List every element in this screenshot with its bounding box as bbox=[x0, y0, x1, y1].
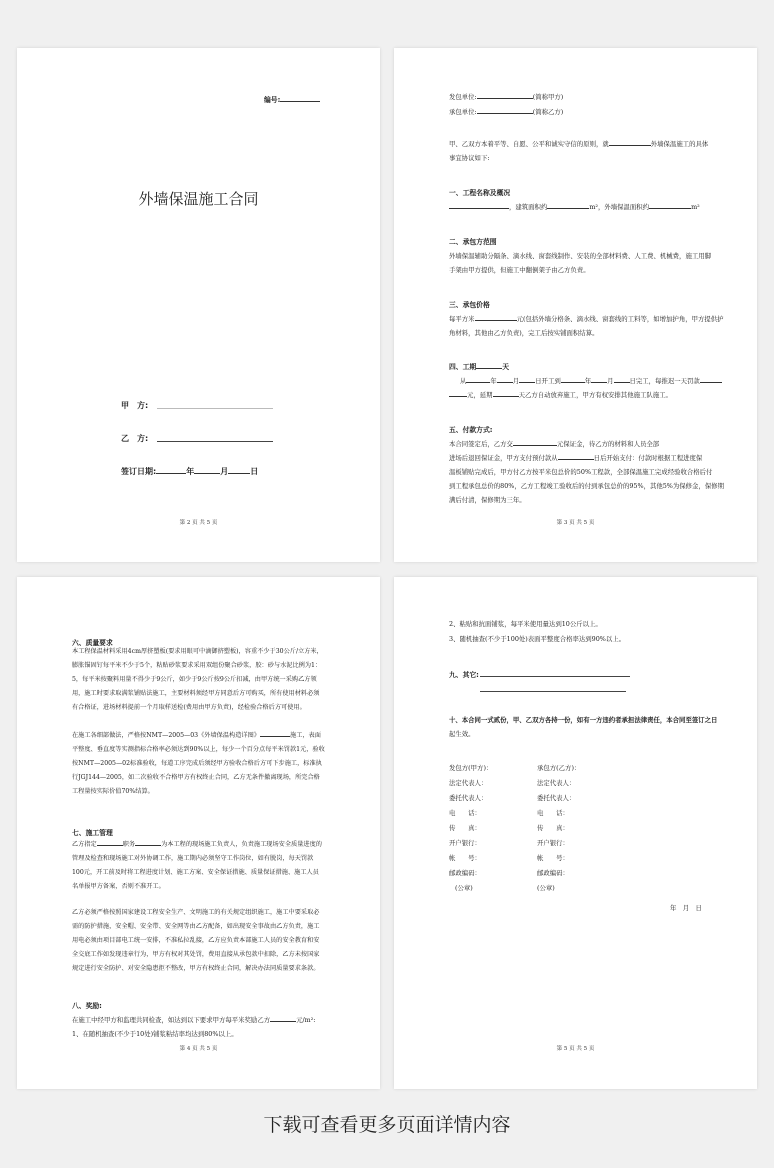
field-a-4: 传 真： bbox=[449, 824, 481, 832]
page-number: 第 3 页 共 5 页 bbox=[556, 520, 595, 526]
section-2-line-2: 手架由甲方提供，但施工中翻倒架子由乙方负责。 bbox=[449, 266, 590, 274]
section-5-line-5: 满后付清，保修期为三年。 bbox=[449, 496, 526, 504]
sign-date-row: 签订日期: 年 月 日 bbox=[121, 467, 259, 476]
signature-date: 年 月 日 bbox=[670, 904, 702, 912]
party-b-label: 乙 方: bbox=[121, 434, 149, 443]
section-5-line-2: 进场后退回保证金，甲方支付预付款从 日后开始支付：付款时根据工程进度保 bbox=[449, 454, 703, 462]
section-6-text: 本工程保温材料采用4cm厚挤塑板(要求用眼可中滴御挤塑板)，容重不少于30公斤/立方米，膨胀锚固钉每平米不少于5个，粘贴砂浆要求采用双组份聚合砂浆，胶：砂与水泥比例为1：5，每平米按聚料用量不得少于9公斤，如少于9公斤按9公斤扣减，由甲方统一采购乙方领用，施工时要求取满浆铺贴法施工，主要材料须经甲方同意后方可购买，所有使用材料必须有合格证，进场材料提前一个月取样送检(费用由甲方负责)，经检验合格后方可使用。 bbox=[72, 648, 323, 711]
document-page-3 bbox=[17, 577, 380, 1089]
document-page-2 bbox=[394, 48, 757, 562]
contract-number-label: 编号: bbox=[264, 94, 320, 104]
section-8-line-1: 在施工中经甲方和监理共同检查，如达到以下要求甲方每平米奖励乙方 元/m²: bbox=[72, 1016, 316, 1024]
section-7-title: 七、施工管理 bbox=[72, 829, 113, 837]
award-item-3: 3、随机抽查(不少于100处)表面平整度合格率达到90%以上。 bbox=[449, 635, 626, 643]
party-a-label: 甲 方: bbox=[121, 401, 149, 410]
section-1-line: ，建筑面积约 m²，外墙保温面积约 m² bbox=[449, 200, 700, 214]
section-4-line-2: 元，延期 天乙方自动放弃施工，甲方有权安排其他施工队施工。 bbox=[449, 388, 672, 402]
field-b-3: 电 话： bbox=[537, 809, 569, 817]
field-a-2: 委托代表人： bbox=[449, 794, 488, 802]
section-9-title: 九、其它: bbox=[449, 671, 479, 679]
field-b-0: 承包方(乙方)： bbox=[537, 764, 581, 772]
contractor-line: 发包单位: (简称甲方) bbox=[449, 93, 564, 101]
party-a-line bbox=[157, 408, 273, 409]
field-a-1: 法定代表人： bbox=[449, 779, 488, 787]
section-9-line-2 bbox=[480, 691, 626, 692]
field-a-5: 开户银行： bbox=[449, 839, 481, 847]
section-8-title: 八、奖励: bbox=[72, 1002, 102, 1010]
subcontractor-line: 承包单位: (简称乙方) bbox=[449, 108, 564, 116]
page-number: 第 5 页 共 5 页 bbox=[556, 1046, 595, 1052]
section-7-text-2: 乙方必须严格按照国家建设工程安全生产、文明施工的有关规定组织施工，施工中要采取必需的防护措施，安全帽、安全带、安全网等由乙方配备，如出现安全事故由乙方负责，施工用电必须由项目部电工统一安排，不准私拉乱接，乙方应负责本部施工人员的安全教育和安全交底工作如发现违章行为，甲方有权对其处罚，费用直接从承包款中扣除，乙方未按国家规定进行安全防护、对安全隐患拒不整改，甲方有权终止合同，解决办法同质量要求条款。 bbox=[72, 909, 320, 972]
section-2-line-1: 外墙保温辅助分隔条、滴水线、窗套线制作、安装的全部材料费、人工费、机械费，施工用脚 bbox=[449, 252, 712, 260]
section-5-line-1: 本合同签定后，乙方交 元保证金，待乙方的材料和人员全部 bbox=[449, 440, 660, 448]
page-title: 外墙保温施工合同 bbox=[138, 190, 259, 208]
field-b-4: 传 真： bbox=[537, 824, 569, 832]
section-3-line-2: 角材料，其他由乙方负责)，完工后按实铺面积结算。 bbox=[449, 329, 599, 337]
section-1-title: 一、工程名称及概况 bbox=[449, 189, 511, 197]
section-6-text-2: 在施工各细部做法，严格按NMT—2005—03《外墙保温构造详图》 施工，表面平整度、垂直度等实测指标合格率必须达到90%以上，每少一个百分点每平米罚款1元，验收按NMT—2005—02标准验收，每道工序完成后须经甲方验收合格后方可下步施工，标准执行JGJ144—2005，如二次验收不合格甲方有权终止合同，乙方无条件撤离现场，所完合格工程量按实际价值70%结算。 bbox=[72, 729, 325, 799]
party-b-line bbox=[157, 441, 273, 442]
field-b-8: (公章) bbox=[537, 884, 555, 892]
document-page-4 bbox=[394, 577, 757, 1089]
page-number: 第 2 页 共 5 页 bbox=[179, 520, 218, 526]
field-a-7: 邮政编码： bbox=[449, 869, 481, 877]
field-a-0: 发包方(甲方)： bbox=[449, 764, 493, 772]
section-9-line-1 bbox=[480, 676, 630, 677]
intro-line-1: 甲、乙双方本着平等、自愿、公平和诚实守信的原则，就 外墙保温施工的具体 bbox=[449, 140, 709, 148]
field-b-5: 开户银行： bbox=[537, 839, 569, 847]
section-4-line-1: 从 年 月 日开工到 年 月 日完工，每推迟一天罚款 bbox=[460, 374, 722, 388]
section-2-title: 二、承包方范围 bbox=[449, 238, 497, 246]
section-4-title: 四、工期 天 bbox=[449, 363, 509, 371]
section-3-line-1: 每平方米 元(包括外墙分格条、滴水线、窗套线的工料等，如增加护角，甲方提供护 bbox=[449, 315, 724, 323]
footer-caption: 下载可查看更多页面详情内容 bbox=[263, 1114, 511, 1136]
section-5-line-3: 温板铺贴完成后，甲方付乙方按平米包总价的50%工程款，全部保温施工完成经验收合格后付 bbox=[449, 468, 713, 476]
intro-line-2: 事宜协议如下: bbox=[449, 154, 490, 162]
section-6-title: 六、质量要求 bbox=[72, 639, 113, 647]
page-number: 第 4 页 共 5 页 bbox=[179, 1046, 218, 1052]
field-a-6: 帐 号： bbox=[449, 854, 481, 862]
section-10-line-2: 起生效。 bbox=[449, 730, 475, 738]
section-7-text-1: 乙方指定 职务 为本工程的现场施工负责人，负责施工现场安全质量进度的管理及检查和现场施工对外协调工作，施工期内必须坚守工作岗位，如有脱岗，每天罚款100元，开工前及时将工程进度计划、施工方案、安全保证措施、质量保证措施、施工人员名单报甲方备案，否则不准开工。 bbox=[72, 838, 325, 894]
section-8-line-2: 1、在随机抽查(不少于10处)铺浆粘结率均达到80%以上。 bbox=[72, 1030, 238, 1038]
field-b-7: 邮政编码： bbox=[537, 869, 569, 877]
section-5-title: 五、付款方式: bbox=[449, 426, 493, 434]
field-a-8: (公章) bbox=[455, 884, 473, 892]
section-3-title: 三、承包价格 bbox=[449, 301, 490, 309]
document-page-cover bbox=[17, 48, 380, 562]
field-b-1: 法定代表人： bbox=[537, 779, 576, 787]
field-b-2: 委托代表人： bbox=[537, 794, 576, 802]
section-5-line-4: 到工程承包总价的80%，乙方工程竣工验收后的付到承包总价的95%，其他5%为保修金，保修期 bbox=[449, 482, 724, 490]
section-10-line-1: 十、本合同一式贰份，甲、乙双方各持一份，如有一方违约者承担法律责任，本合同至签订之日 bbox=[449, 716, 718, 724]
field-a-3: 电 话： bbox=[449, 809, 481, 817]
award-item-2: 2、粘贴和抗面铺浆，每平米使用量达到10公斤以上。 bbox=[449, 620, 602, 628]
field-b-6: 帐 号： bbox=[537, 854, 569, 862]
